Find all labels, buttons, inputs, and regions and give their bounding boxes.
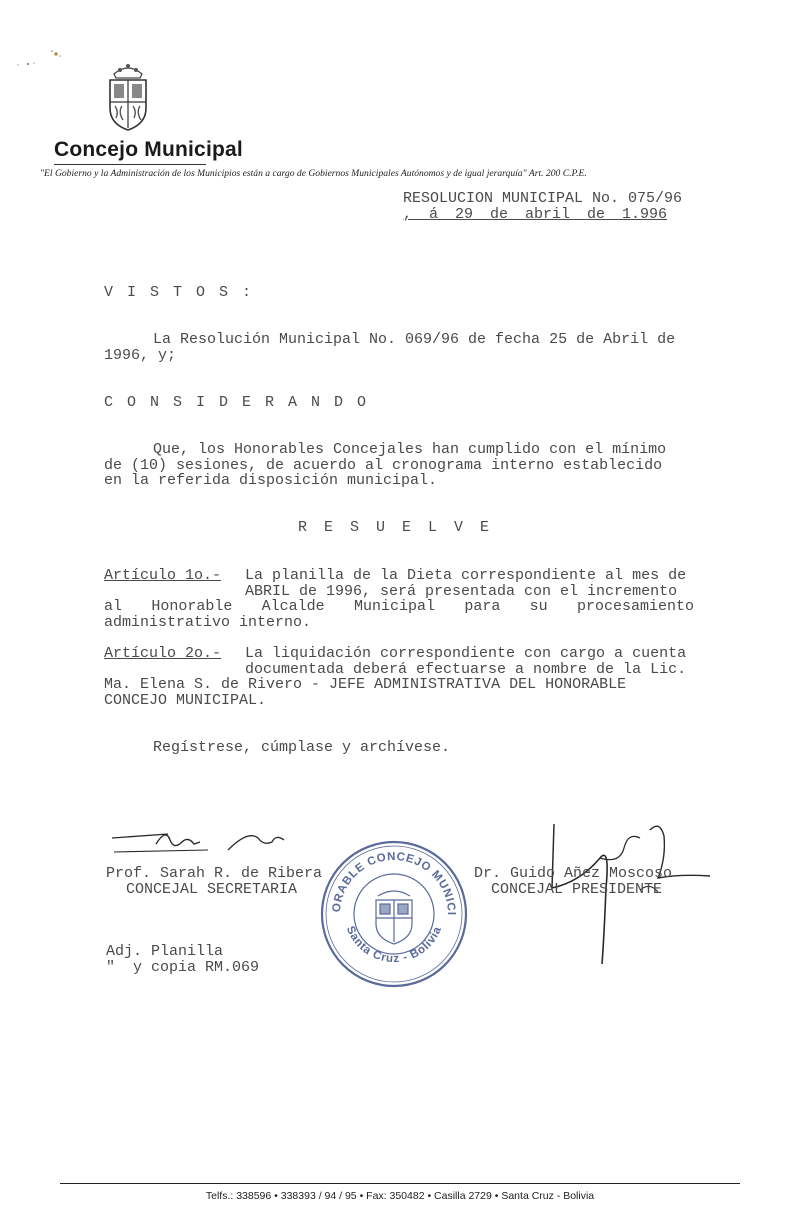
considerando-heading: CONSIDERANDO — [104, 394, 381, 411]
article-2-line-4: CONCEJO MUNICIPAL. — [104, 692, 267, 709]
official-seal-stamp — [318, 838, 470, 990]
signatory-2-title: CONCEJAL PRESIDENTE — [491, 881, 663, 898]
resuelve-heading: RESUELVE — [298, 519, 507, 536]
coat-of-arms-logo — [104, 60, 152, 134]
attachment-line-2: " y copia RM.069 — [106, 959, 260, 976]
signatory-1-name: Prof. Sarah R. de Ribera — [106, 865, 323, 882]
article-1-line-4: administrativo interno. — [104, 614, 312, 631]
seal-bottom-text: Santa Cruz - Bolivia — [343, 924, 445, 966]
constitution-motto: "El Gobierno y la Administración de los Municipios están a cargo de Gobiernos Municipales Autónomos y de igual jerarquía" Art. 200 C.P.E. — [40, 168, 587, 179]
resolution-number: RESOLUCION MUNICIPAL No. 075/96 — [403, 190, 683, 207]
article-1-line-2: ABRIL de 1996, será presentada con el incremento — [245, 583, 678, 600]
article-1-line-1: La planilla de la Dieta correspondiente al mes de — [245, 567, 687, 584]
vistos-line-1: La Resolución Municipal No. 069/96 de fecha 25 de Abril de — [153, 331, 676, 348]
seal-top-text: ORABLE CONCEJO MUNICI — [330, 850, 458, 916]
attachment-line-1: Adj. Planilla — [106, 943, 224, 960]
footer-rule — [60, 1183, 740, 1184]
article-1-label: Artículo 1o.- — [104, 567, 222, 584]
institution-name: Concejo Municipal — [54, 138, 243, 161]
signatory-1-title: CONCEJAL SECRETARIA — [126, 881, 298, 898]
considerando-line-3: en la referida disposición municipal. — [104, 472, 438, 489]
seal-coat-of-arms — [376, 891, 412, 944]
header-rule — [54, 164, 206, 165]
article-2-label: Artículo 2o.- — [104, 645, 222, 662]
vistos-line-2: 1996, y; — [104, 347, 177, 364]
article-2-line-3: Ma. Elena S. de Rivero - JEFE ADMINISTRATIVA DEL HONORABLE — [104, 676, 627, 693]
article-2-line-1: La liquidación correspondiente con cargo a cuenta — [245, 645, 687, 662]
article-2-line-2: documentada deberá efectuarse a nombre de la Lic. — [245, 661, 687, 678]
resolution-date: , á 29 de abril de 1.996 — [403, 206, 668, 223]
article-1-line-3: al Honorable Alcalde Municipal para su procesamiento — [104, 598, 694, 615]
scan-specks — [8, 46, 68, 70]
handwritten-signature-secretary — [108, 820, 308, 870]
footer-contact: Telfs.: 338596 • 338393 / 94 / 95 • Fax: 350482 • Casilla 2729 • Santa Cruz - Bolivia — [205, 1190, 595, 1202]
considerando-line-2: de (10) sesiones, de acuerdo al cronograma interno establecido — [104, 457, 663, 474]
signatory-2-name: Dr. Guido Añez Moscoso — [474, 865, 673, 882]
considerando-line-1: Que, los Honorables Concejales han cumplido con el mínimo — [153, 441, 667, 458]
vistos-heading: VISTOS: — [104, 284, 266, 301]
closing-formula: Regístrese, cúmplase y archívese. — [153, 739, 451, 756]
